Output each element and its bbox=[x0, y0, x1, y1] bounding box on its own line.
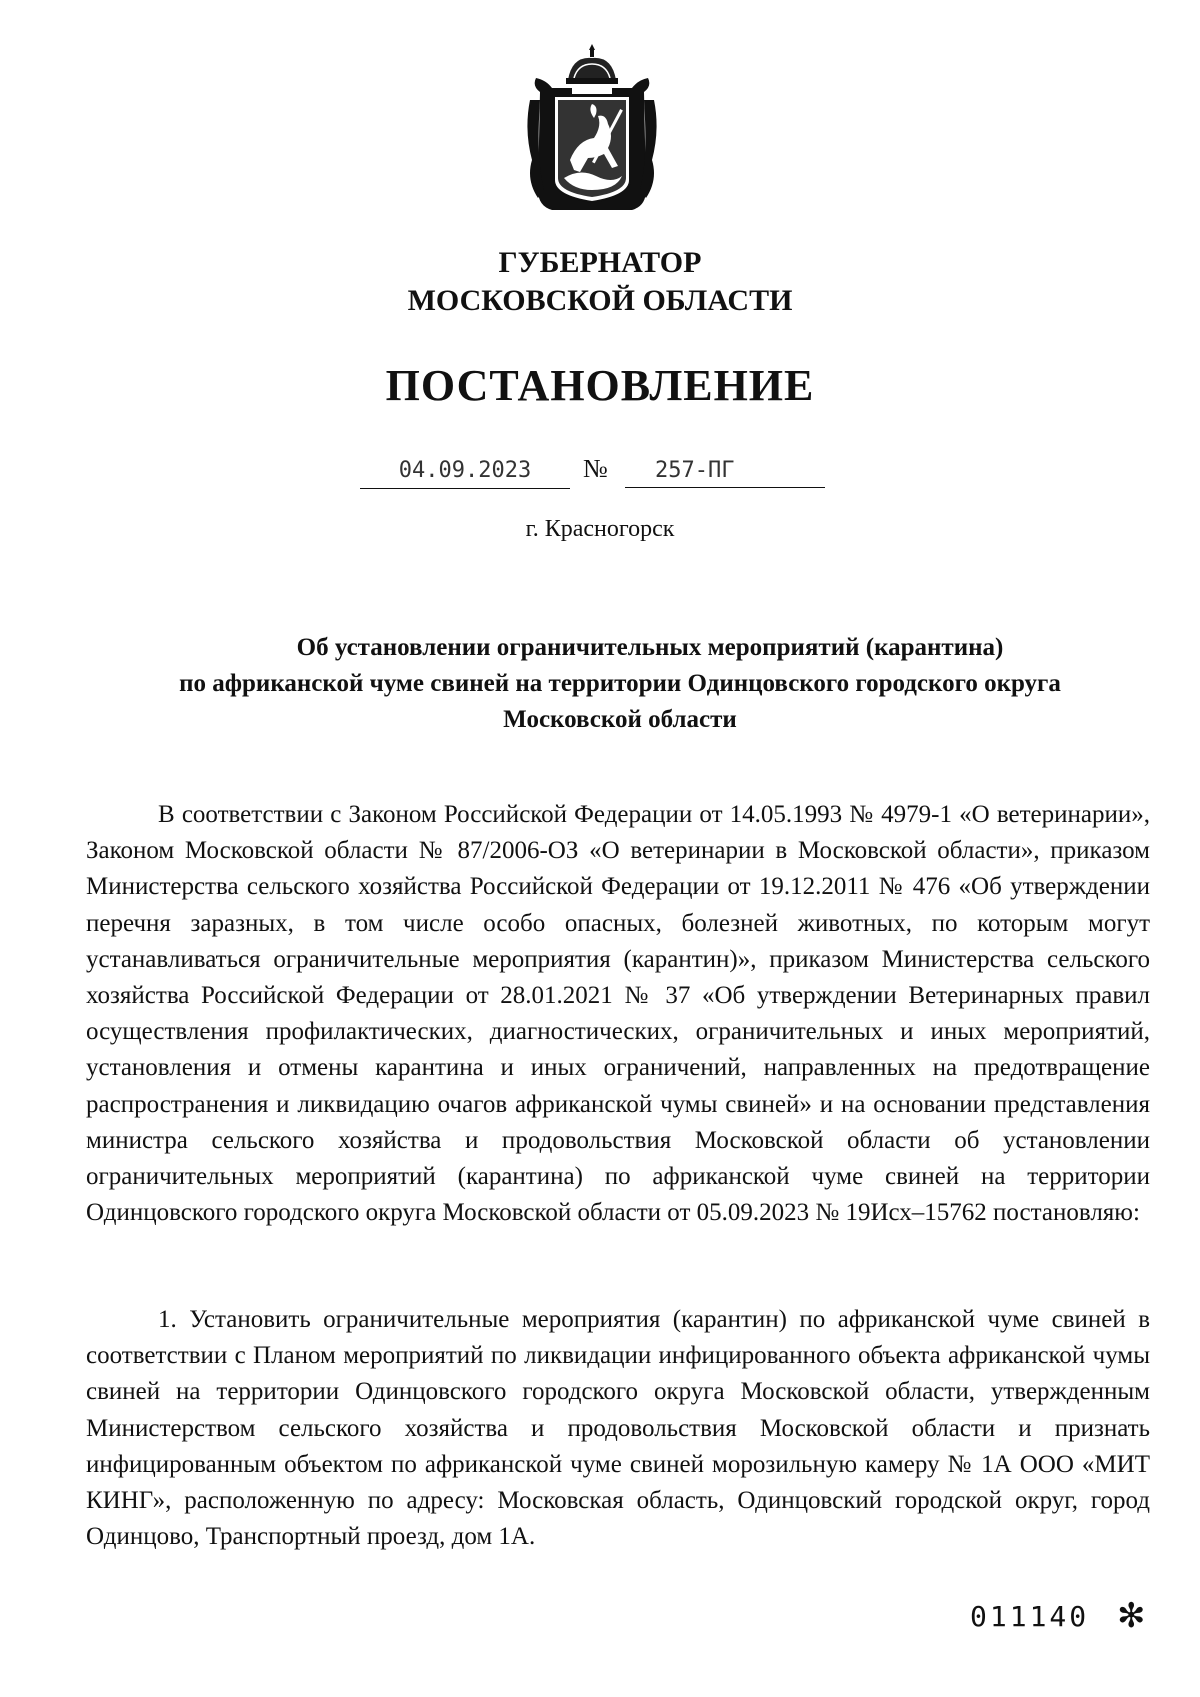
preamble-section bbox=[86, 797, 1150, 1231]
authority-title: ГУБЕРНАТОР bbox=[498, 246, 702, 279]
preamble-paragraph: В соответствии с Законом Российской Федерации от 14.05.1993 № 4979-1 «О ветеринарии», Законом Московской области № 87/2006-ОЗ «О ветеринарии в Московской области», приказом Министерства сельского хозяйства Российской Федерации от 19.12.2011 № 476 «Об утверждении перечня заразных, в том числе особо опасных, болезней животных, по которым могут устанавливаться ограничительные мероприятия (карантин)», приказом Министерства сельского хозяйства Российской Федерации от 28.01.2021 № 37 «Об утверждении Ветеринарных правил осуществления профилактических, диагностических, ограничительных и иных мероприятий, установления и отмены карантина и иных ограничений, направленных на предотвращение распространения и ликвидацию очагов африканской чумы свиней» и на основании представления министра сельского хозяйства и продовольствия Московской области об установлении ограничительных мероприятий (карантина) по африканской чуме свиней на территории Одинцовского городского округа Московской области от 05.09.2023 № 19Исх–15762 постановляю: bbox=[86, 801, 1150, 1227]
asterisk-mark: ✻ bbox=[1117, 1598, 1146, 1635]
clause-1-paragraph: 1. Установить ограничительные мероприятия (карантин) по африканской чуме свиней в соответствии с Планом мероприятий по ликвидации инфицированного объекта африканской чумы свиней на территории Одинцовского городского округа Московской области, утвержденным Министерством сельского хозяйства и продовольствия Московской области и признать инфицированным объектом по африканской чуме свиней морозильную камеру № 1А ООО «МИТ КИНГ», расположенную по адресу: Московская область, Одинцовский городской округ, город Одинцово, Транспортный проезд, дом 1А. bbox=[86, 1306, 1150, 1551]
document-number: 257-ПГ bbox=[625, 458, 825, 488]
issue-city: г. Красногорск bbox=[525, 516, 675, 542]
clause-section bbox=[86, 1302, 1150, 1555]
document-title-line: Московской области bbox=[503, 706, 737, 733]
form-serial-number: 011140 bbox=[970, 1600, 1090, 1633]
document-date: 04.09.2023 bbox=[360, 458, 570, 489]
number-sign: № bbox=[583, 454, 608, 483]
authority-region: МОСКОВСКОЙ ОБЛАСТИ bbox=[407, 284, 793, 317]
coat-of-arms-icon bbox=[522, 40, 662, 220]
document-title-line: по африканской чуме свиней на территории Одинцовского городского округа bbox=[179, 670, 1061, 697]
document-type: ПОСТАНОВЛЕНИЕ bbox=[385, 361, 815, 410]
document-title-line: Об установлении ограничительных мероприятий (карантина) bbox=[296, 634, 1004, 661]
